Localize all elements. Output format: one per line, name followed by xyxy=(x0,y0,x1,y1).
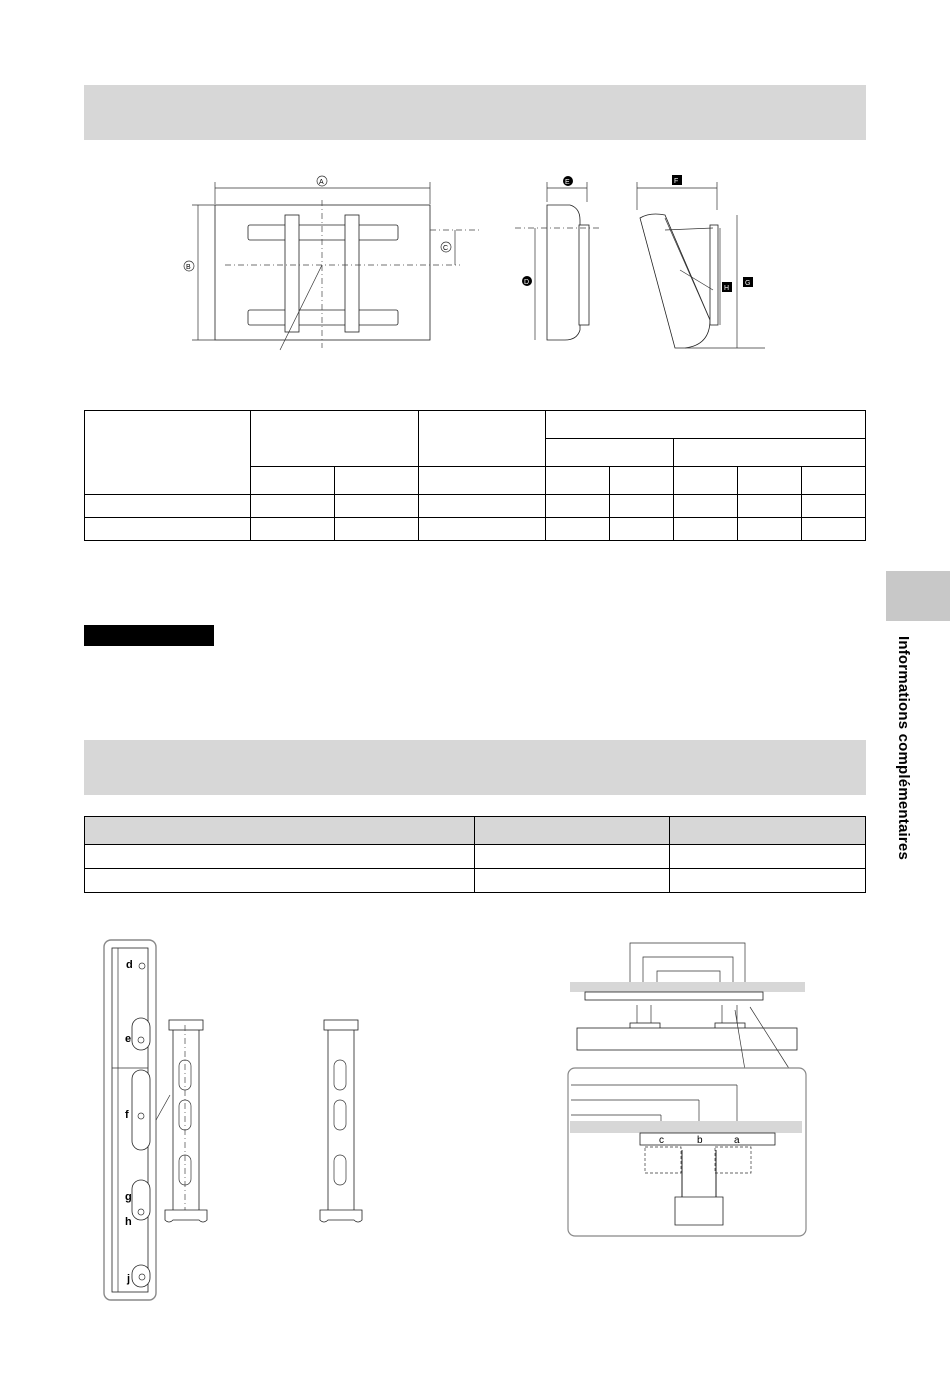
table-cell-subheader-2 xyxy=(673,439,865,467)
side-tab-label: Informations complémentaires xyxy=(895,636,912,860)
bracket-letter-f: f xyxy=(125,1109,129,1121)
table-row xyxy=(85,869,866,893)
screw-position-table xyxy=(84,816,866,893)
dimensions-table xyxy=(84,410,866,541)
note-heading-bar xyxy=(84,625,214,646)
dim-letter-c: C xyxy=(443,245,449,252)
table-cell-header-4 xyxy=(545,411,865,439)
front-view-diagram xyxy=(180,170,480,360)
bracket-diagram-2 xyxy=(320,1020,370,1230)
dim-letter-b: B xyxy=(186,264,191,271)
section-header-band-1 xyxy=(84,85,866,140)
table-row xyxy=(85,518,866,541)
slot-letter-c: c xyxy=(659,1135,664,1146)
dim-letter-f: F xyxy=(674,178,679,185)
bracket-letter-h: h xyxy=(125,1216,132,1228)
dim-letter-d: D xyxy=(524,279,530,286)
slot-letter-b: b xyxy=(697,1135,703,1146)
table2-header-2 xyxy=(474,817,670,845)
dim-letter-h: H xyxy=(724,285,730,292)
table2-header-3 xyxy=(670,817,866,845)
dim-letter-a: A xyxy=(319,179,324,186)
side-view-diagram xyxy=(515,170,600,350)
table-cell-subheader-1 xyxy=(545,439,673,467)
tilted-view-diagram xyxy=(625,170,765,350)
slot-letter-a: a xyxy=(734,1135,740,1146)
table-cell-model-header xyxy=(85,411,251,495)
slot-position-diagram xyxy=(565,935,810,1240)
table2-header-1 xyxy=(85,817,475,845)
bracket-letter-e: e xyxy=(125,1033,132,1045)
table-row xyxy=(85,845,866,869)
side-tab-marker xyxy=(886,571,950,621)
table-row xyxy=(85,495,866,518)
bracket-letter-d: d xyxy=(126,959,133,971)
table-cell-header-2 xyxy=(251,411,419,467)
dim-letter-g: G xyxy=(745,280,751,287)
bracket-letter-g: g xyxy=(125,1191,132,1203)
bracket-diagram-1 xyxy=(165,1020,215,1230)
bracket-letter-j: j xyxy=(127,1273,131,1285)
dim-letter-e: E xyxy=(565,179,570,186)
section-header-band-2 xyxy=(84,740,866,795)
table-cell-header-3 xyxy=(419,411,545,467)
